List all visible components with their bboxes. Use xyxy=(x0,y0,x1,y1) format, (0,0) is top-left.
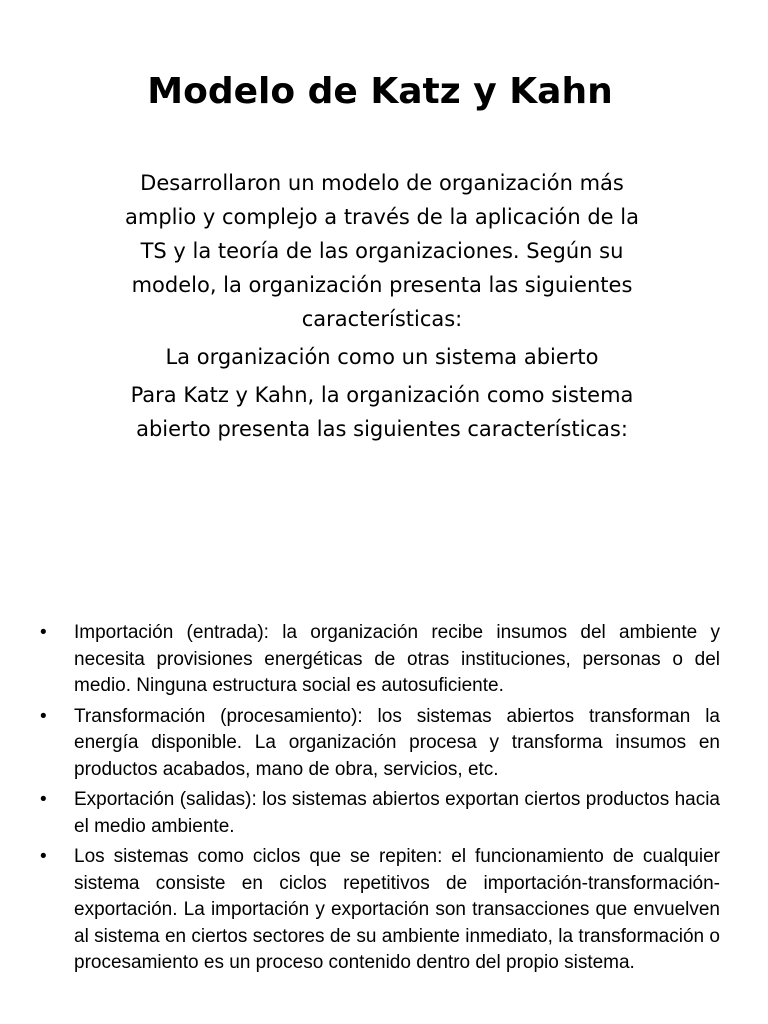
list-item xyxy=(40,787,720,840)
list-item xyxy=(40,704,720,784)
list-item xyxy=(40,844,720,977)
list-item-text: Importación (entrada): la organización recibe insumos del ambiente y necesita provisiones energéticas de otras instituciones, personas o del medio. Ninguna estructura social es autosuficiente. xyxy=(74,622,720,696)
intro-text xyxy=(112,166,652,450)
bullet-icon: • xyxy=(40,789,47,810)
characteristics-list xyxy=(40,620,720,981)
intro-paragraph-2: La organización como un sistema abierto xyxy=(165,345,599,369)
list-item xyxy=(40,620,720,700)
intro-paragraph-1: Desarrollaron un modelo de organización más amplio y complejo a través de la aplicación de la TS y la teoría de las organizaciones. Según su modelo, la organización presenta las siguientes características: xyxy=(125,171,639,331)
bullet-icon: • xyxy=(40,622,47,643)
list-item-text: Los sistemas como ciclos que se repiten: el funcionamiento de cualquier sistema consiste en ciclos repetitivos de importación-transformación-exportación. La importación y exportación son transacciones que envuelven al sistema en ciertos sectores de su ambiente inmediato, la transformación o procesamiento es un proceso contenido dentro del propio sistema. xyxy=(74,846,720,973)
list-item-text: Transformación (procesamiento): los sistemas abiertos transforman la energía disponible. La organización procesa y transforma insumos en productos acabados, mano de obra, servicios, etc. xyxy=(74,705,720,780)
bullet-icon: • xyxy=(40,846,47,867)
bullet-icon: • xyxy=(40,705,47,727)
page-title: Modelo de Katz y Kahn xyxy=(147,71,613,112)
intro-paragraph-3: Para Katz y Kahn, la organización como sistema abierto presenta las siguientes características: xyxy=(130,383,634,441)
list-item-text: Exportación (salidas): los sistemas abiertos exportan ciertos productos hacia el medio ambiente. xyxy=(74,789,720,837)
